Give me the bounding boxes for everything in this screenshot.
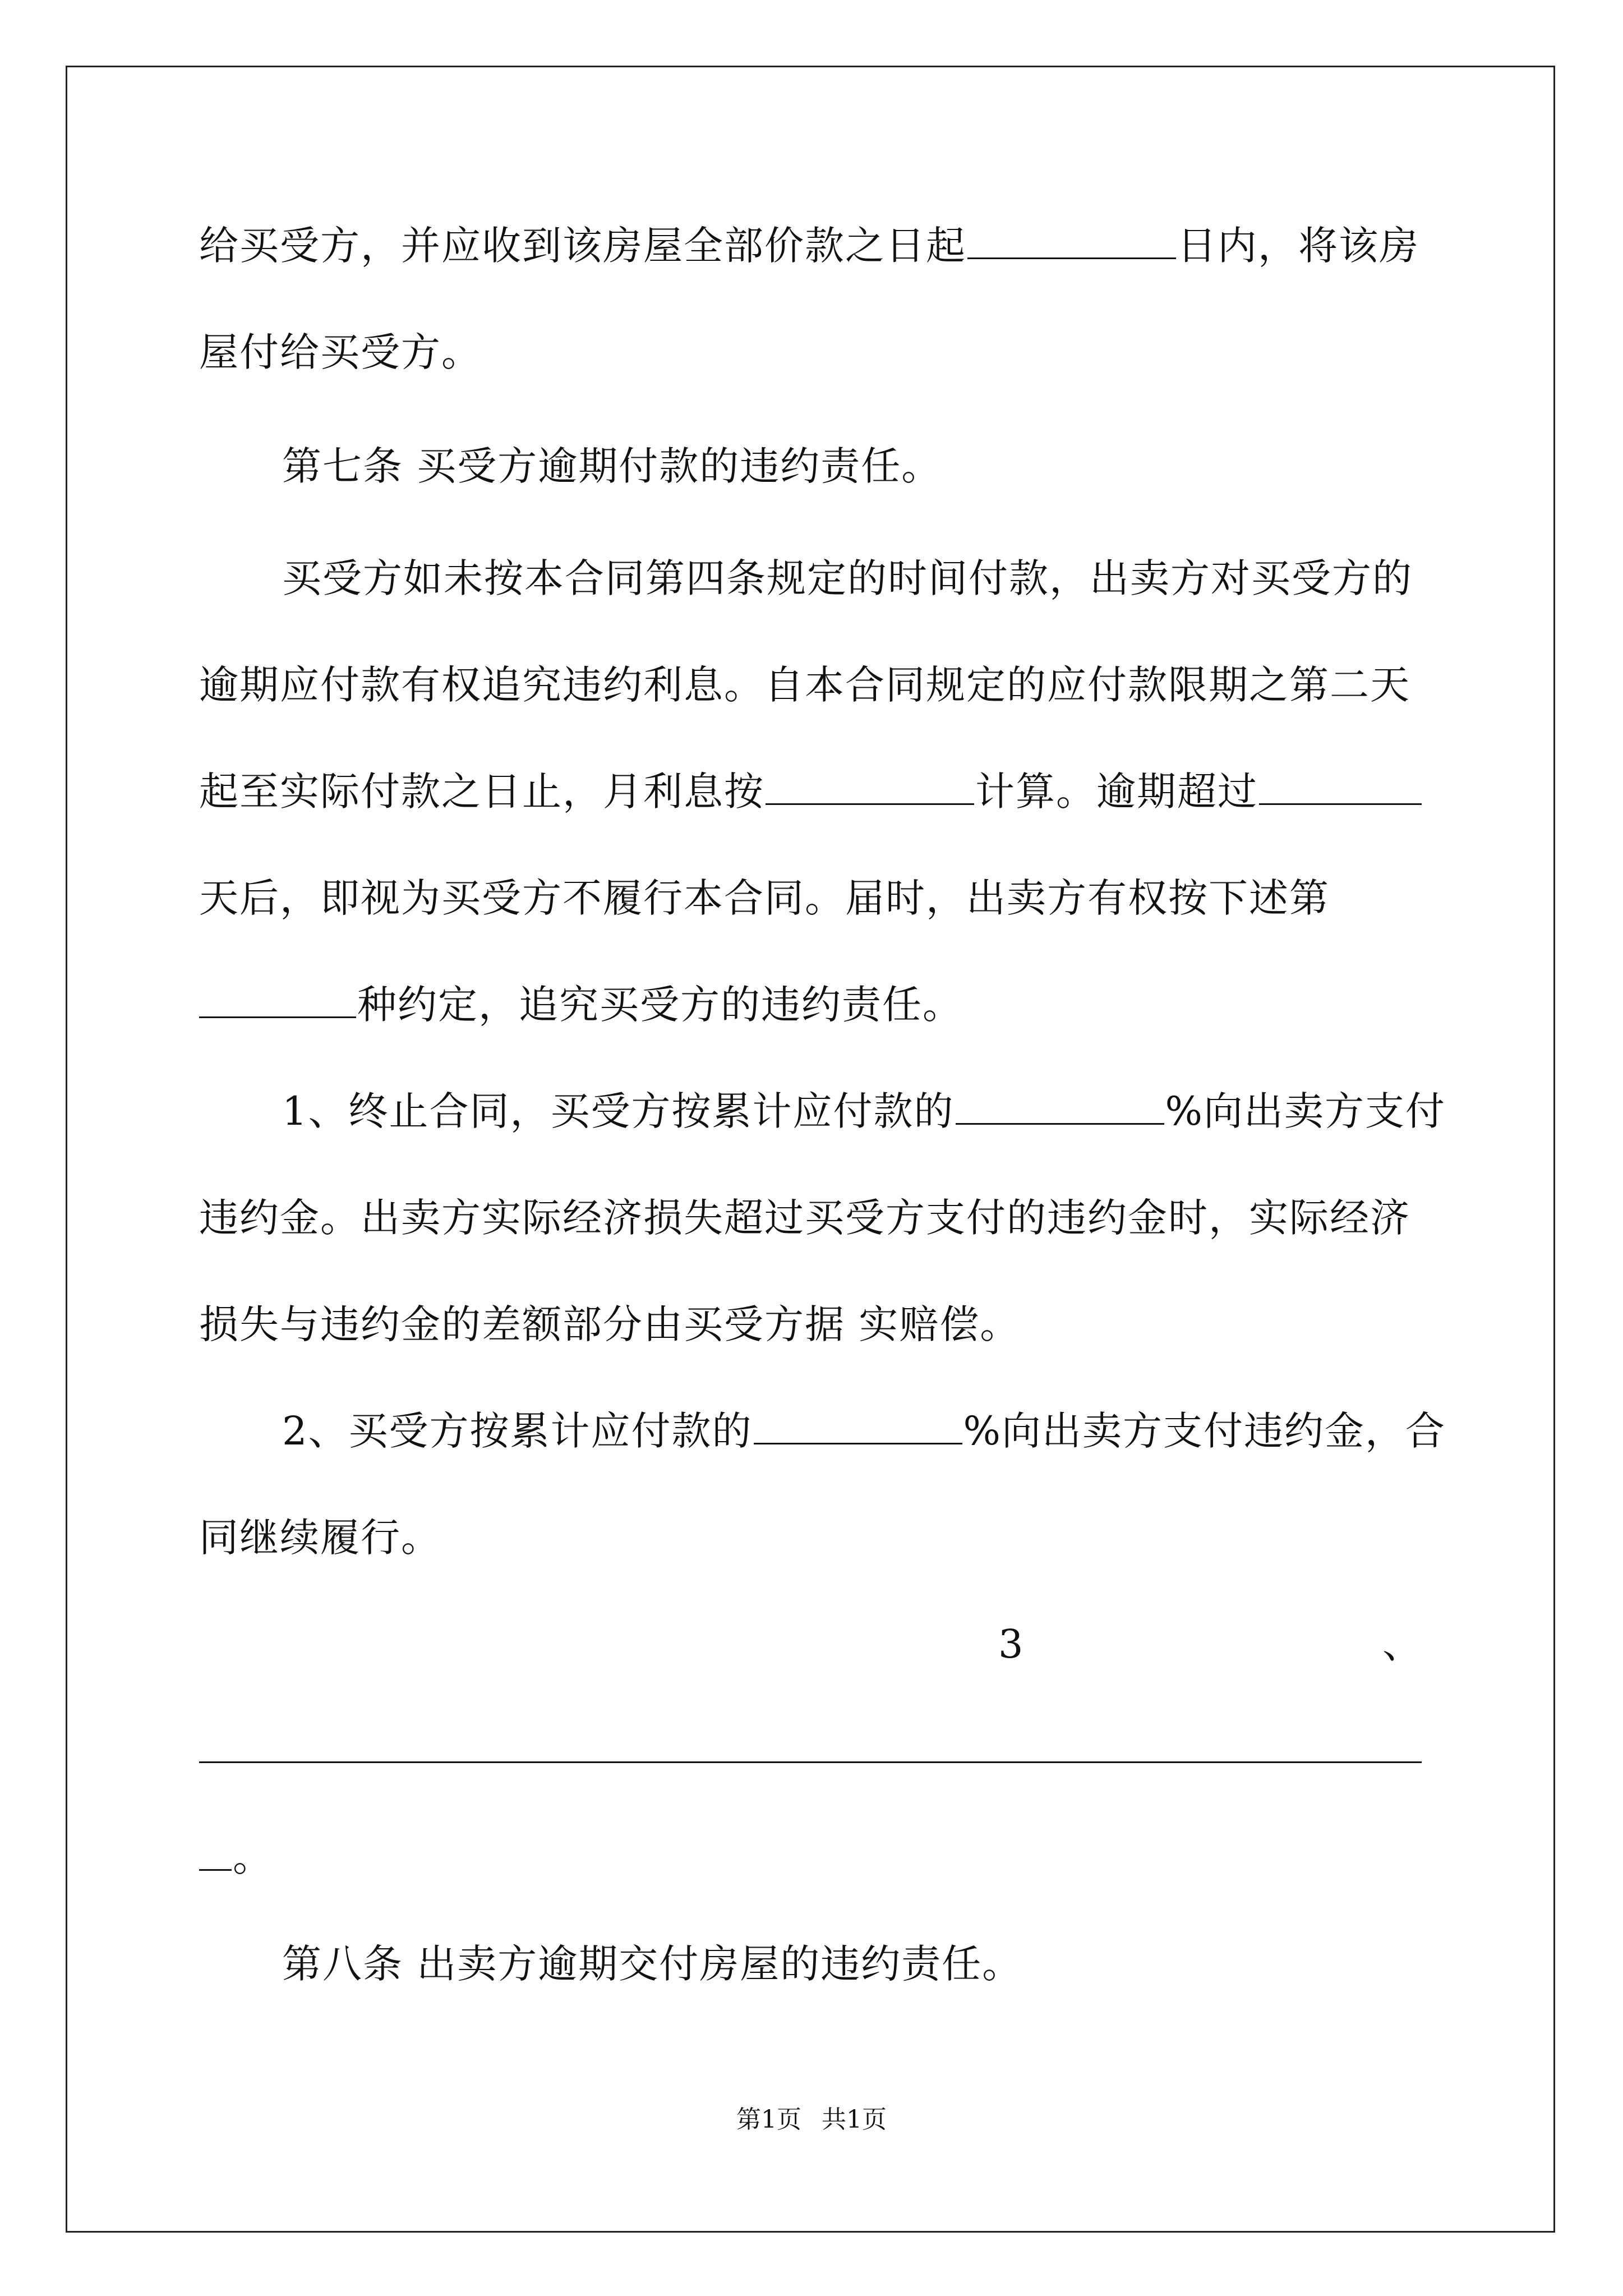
text-segment: %向出卖方支付违约金，合 [963, 1408, 1446, 1454]
paragraph-line [199, 324, 482, 380]
paragraph-line [199, 1190, 1410, 1246]
text-segment: 给买受方，并应收到该房屋全部价款之日起 [199, 223, 966, 269]
text-segment: 、 [1382, 1621, 1423, 1667]
fill-in-blank-full-line [199, 1761, 1422, 1763]
page-total: 共1页 [822, 2105, 887, 2134]
fill-in-blank [956, 1088, 1164, 1125]
fill-in-blank [766, 769, 974, 805]
article-7-heading [282, 438, 942, 494]
text-segment: %向出卖方支付 [1165, 1088, 1446, 1134]
text-segment: 起至实际付款之日止，月利息按 [199, 769, 764, 815]
text-segment: 计算。逾期超过 [975, 769, 1258, 815]
paragraph-line [199, 1510, 441, 1566]
text-segment: 损失与违约金的差额部分由买受方据 实赔偿。 [199, 1301, 1021, 1347]
paragraph-line [199, 218, 1419, 274]
text-segment: 违约金。出卖方实际经济损失超过买受方支付的违约金时，实际经济 [199, 1195, 1410, 1241]
fill-in-blank [199, 982, 356, 1018]
paragraph-line [199, 657, 1410, 713]
text-segment: 种约定，追究买受方的违约责任。 [357, 982, 963, 1028]
page-number: 第1页 [736, 2105, 801, 2134]
page-border [66, 66, 1555, 2233]
paragraph-line [199, 1829, 273, 1885]
paragraph-line [282, 1403, 1446, 1459]
text-segment: 逾期应付款有权追究违约利息。自本合同规定的应付款限期之第二天 [199, 662, 1410, 708]
page-footer [0, 2099, 1623, 2135]
heading-text: 第七条 买受方逾期付款的违约责任。 [282, 443, 942, 489]
text-segment: 日内，将该房 [1177, 223, 1419, 269]
paragraph-line [199, 1296, 1020, 1352]
fill-in-blank [967, 223, 1176, 259]
heading-text: 第八条 出卖方逾期交付房屋的违约责任。 [282, 1941, 1023, 1987]
item-3-number [998, 1616, 1025, 1672]
text-segment: 同继续履行。 [199, 1515, 441, 1561]
text-segment: 买受方如未按本合同第四条规定的时间付款，出卖方对买受方的 [282, 555, 1413, 601]
paragraph-line [282, 550, 1413, 606]
paragraph-line [199, 763, 1423, 820]
paragraph-line [199, 977, 963, 1033]
item-3-separator [1382, 1616, 1423, 1672]
article-8-heading [282, 1936, 1022, 1992]
fill-in-blank [199, 1834, 232, 1871]
paragraph-line [282, 1083, 1446, 1139]
text-segment: 1、终止合同，买受方按累计应付款的 [282, 1088, 955, 1134]
paragraph-line [199, 870, 1330, 926]
text-segment: 天后，即视为买受方不履行本合同。届时，出卖方有权按下述第 [199, 875, 1330, 921]
fill-in-blank [754, 1408, 962, 1444]
text-segment: 屋付给买受方。 [199, 329, 482, 375]
text-segment: 。 [233, 1834, 273, 1880]
text-segment: 3 [998, 1621, 1025, 1667]
fill-in-blank [1259, 769, 1422, 805]
text-segment: 2、买受方按累计应付款的 [282, 1408, 753, 1454]
